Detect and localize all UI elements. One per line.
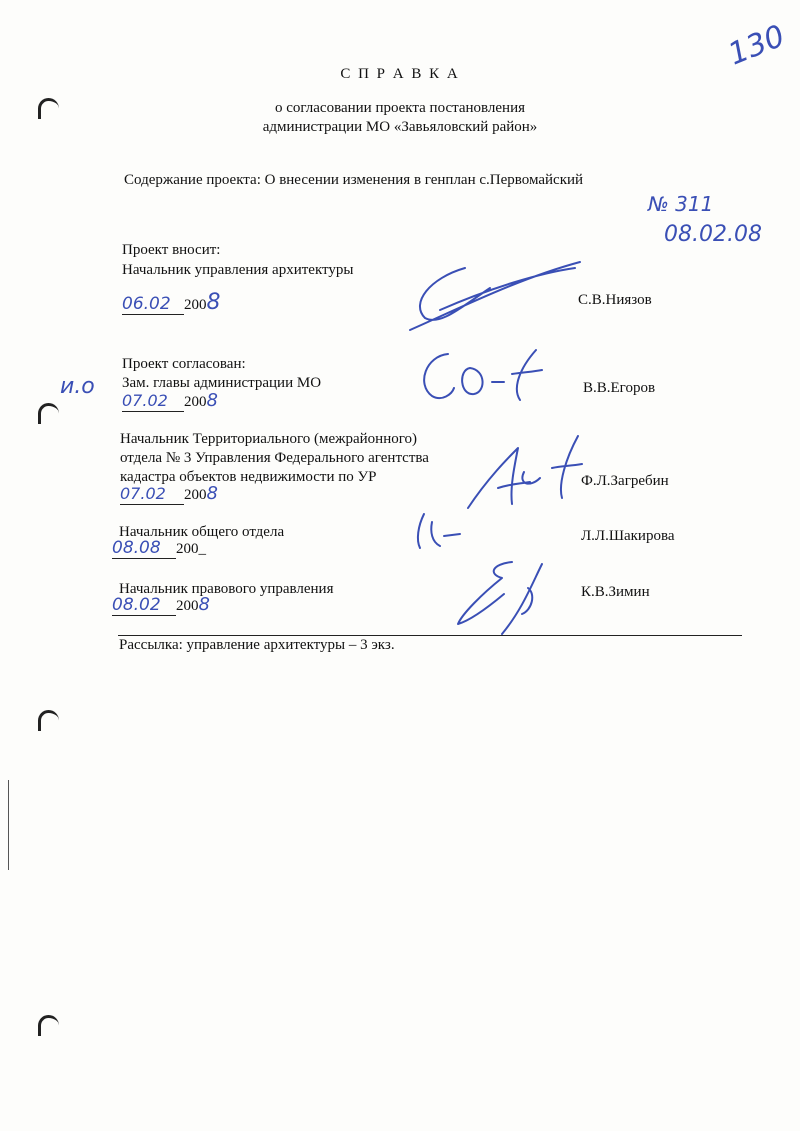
approver-position: отдела № 3 Управления Федерального агентства xyxy=(120,450,429,466)
signature-niyazov xyxy=(370,248,600,338)
punch-hole xyxy=(38,1015,59,1036)
project-content: Содержание проекта: О внесении изменения в генплан с.Первомайский xyxy=(124,172,584,188)
acting-mark: и.о xyxy=(60,374,95,399)
approver-name: Л.Л.Шакирова xyxy=(581,528,675,544)
punch-hole xyxy=(38,403,59,424)
approver-name: Ф.Л.Загребин xyxy=(581,473,669,489)
signature-egorov xyxy=(408,344,548,414)
introducer-date-year: 200 xyxy=(184,297,207,313)
approver-date-handwritten: 08.08 xyxy=(112,538,161,558)
document-subtitle-line2: администрации МО «Завьяловский район» xyxy=(262,119,538,135)
registration-number: № 311 xyxy=(648,192,714,216)
approver-position: Зам. главы администрации МО xyxy=(122,375,322,391)
approver-date xyxy=(112,539,206,559)
introducer-date xyxy=(122,290,221,315)
approver-date xyxy=(120,485,218,505)
distribution-list: Рассылка: управление архитектуры – 3 экз. xyxy=(119,637,395,653)
approver-date-year: 200 xyxy=(184,394,207,410)
approver-date-year: 200 xyxy=(176,598,199,614)
introducer-year-handwritten: 8 xyxy=(206,290,221,315)
approver-year-handwritten: 8 xyxy=(206,483,218,504)
approver-position: Начальник правового управления xyxy=(119,581,334,597)
approver-name: В.В.Егоров xyxy=(583,380,656,396)
registration-date: 08.02.08 xyxy=(664,222,762,247)
introducer-position: Начальник управления архитектуры xyxy=(122,262,354,278)
approver-year-handwritten: 8 xyxy=(206,390,218,411)
signature-zagrebin xyxy=(458,428,588,518)
approver-date-year: 200_ xyxy=(176,541,206,557)
approver-position: Начальник общего отдела xyxy=(119,524,285,540)
introducer-name: С.В.Ниязов xyxy=(578,292,652,308)
punch-hole xyxy=(38,710,59,731)
approver-date-handwritten: 07.02 xyxy=(120,484,166,503)
approval-heading: Проект согласован: xyxy=(122,356,246,372)
margin-mark xyxy=(8,780,9,870)
approver-position: кадастра объектов недвижимости по УР xyxy=(120,469,377,485)
approver-date xyxy=(112,596,210,616)
approver-date-handwritten: 08.02 xyxy=(112,595,161,615)
introducer-heading: Проект вносит: xyxy=(122,242,221,258)
approver-date-handwritten: 07.02 xyxy=(122,391,168,410)
document-title: С П Р А В К А xyxy=(340,66,460,82)
introducer-date-handwritten: 06.02 xyxy=(122,294,171,314)
signature-shakirova xyxy=(410,508,470,558)
approver-date-year: 200 xyxy=(184,487,207,503)
signature-zimin xyxy=(432,554,572,644)
approver-name: К.В.Зимин xyxy=(581,584,650,600)
document-subtitle-line1: о согласовании проекта постановления xyxy=(274,100,526,116)
separator-line xyxy=(118,635,742,636)
approver-position: Начальник Территориального (межрайонного) xyxy=(120,431,417,447)
approver-date xyxy=(122,392,218,412)
page-number-handwritten: 130 xyxy=(723,18,790,73)
approver-year-handwritten: 8 xyxy=(198,594,210,615)
